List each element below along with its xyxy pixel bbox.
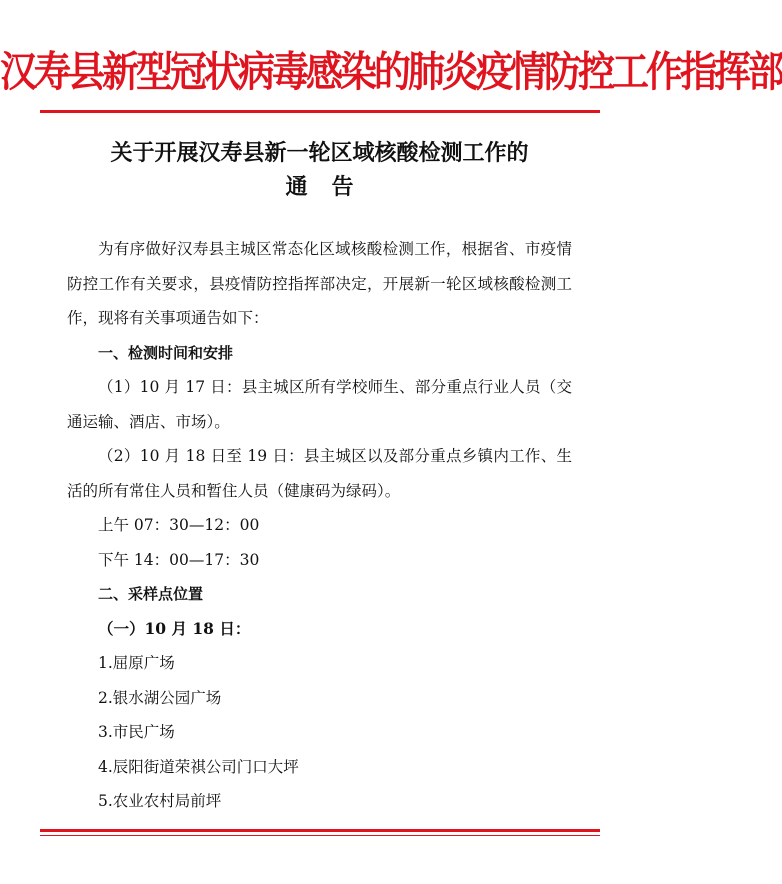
site-item: 5.农业农村局前坪	[98, 792, 222, 810]
intro-paragraph: 为有序做好汉寿县主城区常态化区域核酸检测工作，根据省、市疫情防控工作有关要求，县疫情防控指挥部决定，开展新一轮区域核酸检测工作，现将有关事项通告如下：	[67, 240, 572, 327]
header-red-rule	[40, 110, 600, 113]
morning-time: 上午 07：30—12：00	[98, 516, 260, 534]
notice-title-line2: 通告	[285, 174, 378, 200]
notice-title-line1: 关于开展汉寿县新一轮区域核酸检测工作的	[110, 140, 529, 166]
site-item: 3.市民广场	[98, 723, 175, 741]
section1-item2: （2）10 月 18 日至 19 日：县主城区以及部分重点乡镇内工作、生活的所有常住人员和暂住人员（健康码为绿码）。	[67, 447, 572, 500]
site-item: 4.辰阳街道荣祺公司门口大坪	[98, 757, 299, 776]
footer-red-rule-bottom	[40, 835, 600, 836]
section2-heading: 二、采样点位置	[98, 585, 204, 603]
site-item: 1.屈原广场	[98, 654, 175, 672]
section1-heading: 一、检测时间和安排	[98, 343, 234, 362]
section2-subheading: （一）10 月 18 日：	[98, 618, 251, 638]
footer-red-rule-top	[40, 829, 600, 832]
afternoon-time: 下午 14：00—17：30	[98, 550, 260, 569]
site-item: 2.银水湖公园广场	[98, 688, 222, 707]
notice-body	[67, 232, 572, 819]
section1-item1: （1）10 月 17 日：县主城区所有学校师生、部分重点行业人员（交通运输、酒店、市场）。	[67, 378, 572, 431]
issuing-organization-header: 汉寿县新型冠状病毒感染的肺炎疫情防控工作指挥部	[0, 46, 782, 97]
